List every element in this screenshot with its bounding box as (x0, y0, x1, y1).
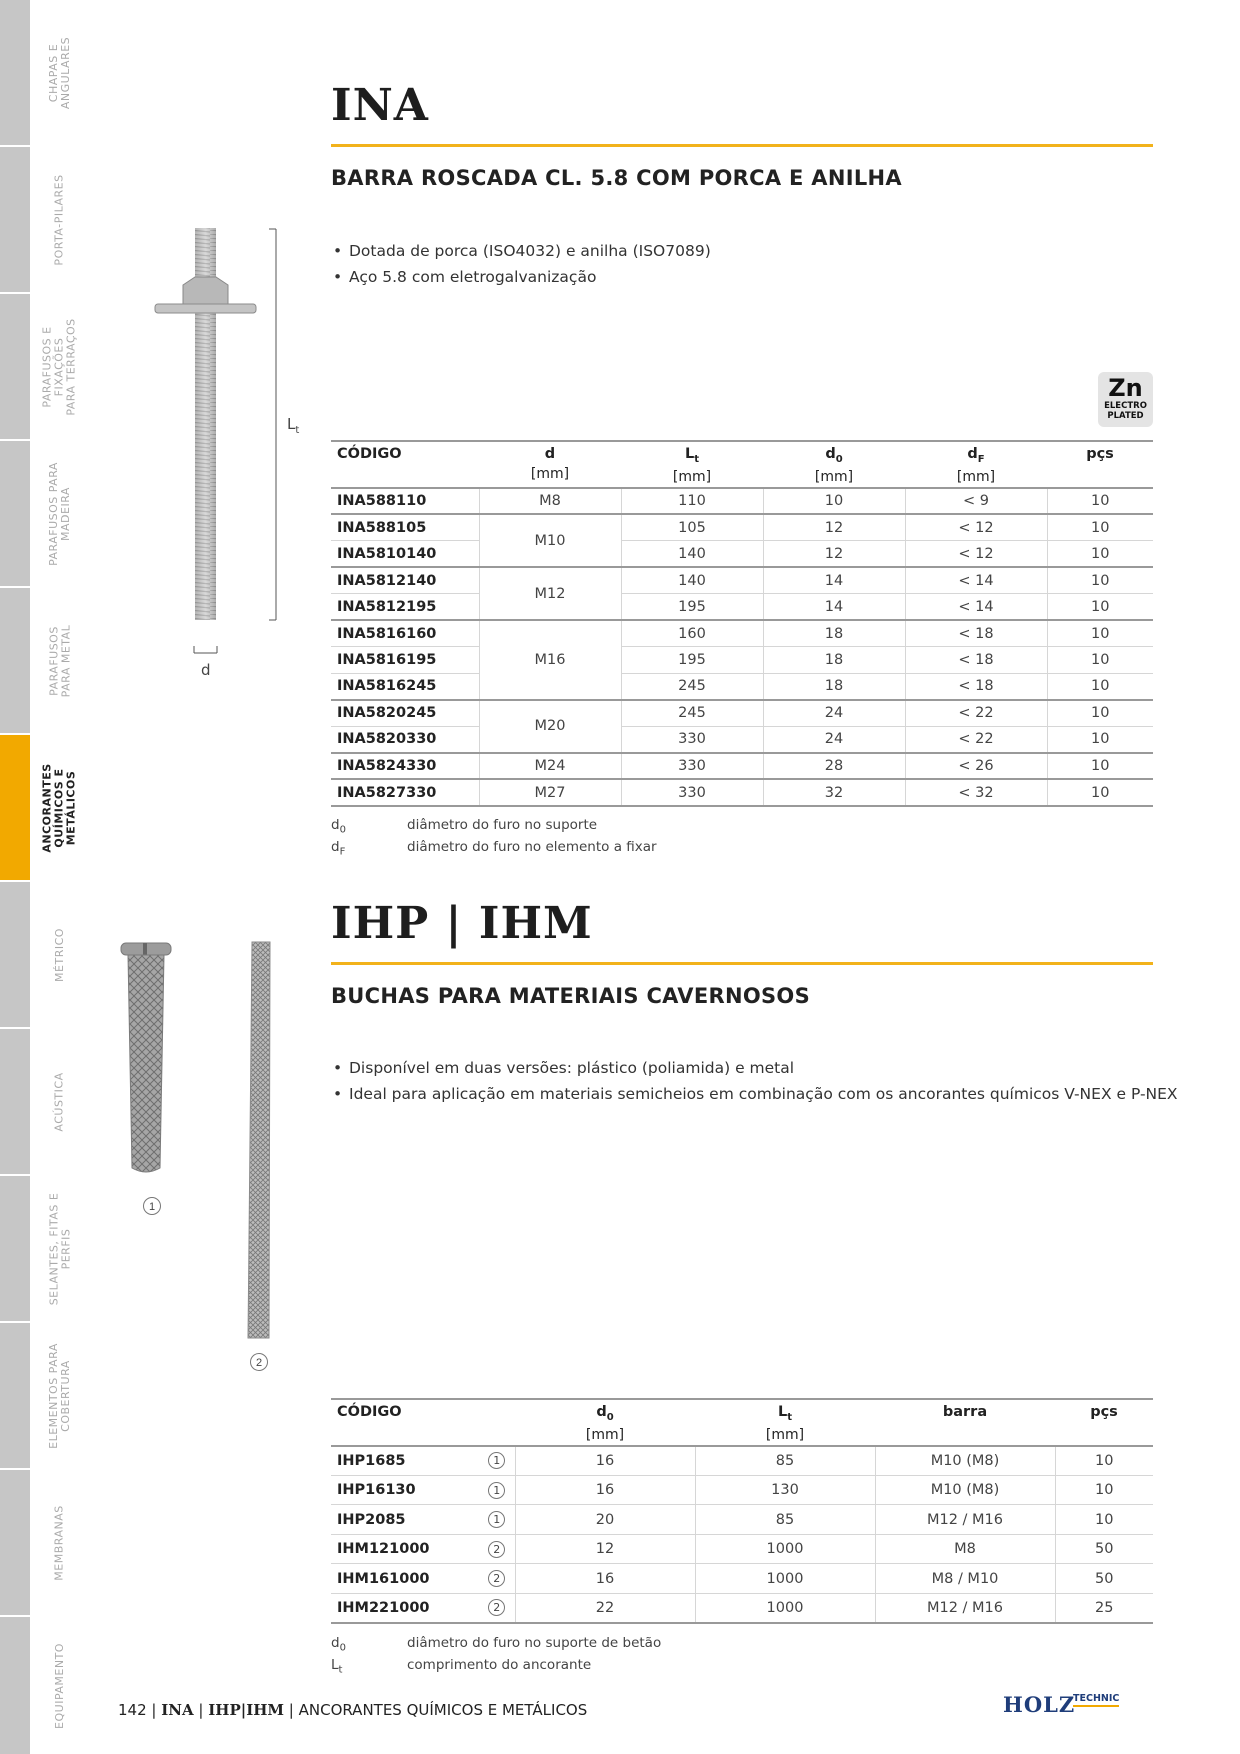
cell-code: IHP16130 (331, 1475, 479, 1505)
cell-code: INA5816195 (331, 647, 479, 674)
table-row (331, 1446, 1153, 1476)
cell-pcs: 10 (1047, 567, 1153, 594)
cell-d: M12 (479, 567, 621, 620)
cell-d: M8 (479, 488, 621, 515)
cell-code: IHM161000 (331, 1564, 479, 1594)
cell-d0: 16 (515, 1564, 695, 1594)
cell-lt: 140 (621, 541, 763, 568)
cell-lt: 160 (621, 620, 763, 647)
cell-lt: 245 (621, 673, 763, 700)
cell-lt: 330 (621, 726, 763, 753)
cell-barra: M10 (M8) (875, 1475, 1055, 1505)
cell-d0: 10 (763, 488, 905, 515)
sidebar-label-metrico[interactable]: MÉTRICO (53, 927, 67, 982)
col-header-codigo: CÓDIGO (331, 441, 479, 488)
cell-df: < 26 (905, 753, 1047, 780)
ihp-title: IHP | IHM (331, 898, 593, 949)
sidebar-label-parafusos-madeira[interactable]: PARAFUSOS PARA MADEIRA (47, 461, 73, 566)
ihp-bullet-list (331, 1055, 1178, 1107)
table-row (331, 1593, 1153, 1623)
ina-bullet: • Aço 5.8 com eletrogalvanização (331, 264, 711, 290)
cell-pcs: 25 (1055, 1593, 1153, 1623)
ihp-table (331, 1398, 1153, 1624)
plastic-sleeve-figure (118, 940, 178, 1180)
badge-line-2: PLATED (1107, 411, 1144, 421)
cell-barra: M8 / M10 (875, 1564, 1055, 1594)
cell-d0: 12 (515, 1534, 695, 1564)
table-row (331, 541, 1153, 568)
length-dimension-label: $L_t$ (287, 415, 300, 436)
cell-d0: 32 (763, 779, 905, 806)
table-row (331, 647, 1153, 674)
col-header-d0: $d_0$ [mm] (515, 1399, 695, 1446)
cell-d0: 18 (763, 647, 905, 674)
sidebar-label-equipamento[interactable]: EQUIPAMENTO (53, 1642, 66, 1729)
col-header-lt: $L_t$ [mm] (621, 441, 763, 488)
ina-table (331, 440, 1153, 807)
cell-d0: 20 (515, 1505, 695, 1535)
cell-pcs: 10 (1047, 673, 1153, 700)
table-row (331, 514, 1153, 541)
nut-shape (183, 277, 228, 304)
washer-shape (155, 304, 256, 313)
table-row (331, 726, 1153, 753)
cell-lt: 245 (621, 700, 763, 727)
cell-lt: 330 (621, 753, 763, 780)
ina-title: INA (331, 80, 429, 131)
table-row (331, 488, 1153, 515)
cell-lt: 1000 (695, 1564, 875, 1594)
cell-code: INA588105 (331, 514, 479, 541)
sidebar-tab-acustica[interactable] (0, 1029, 30, 1174)
cell-d0: 16 (515, 1446, 695, 1476)
cell-df: < 18 (905, 620, 1047, 647)
cell-type: 1 (479, 1446, 515, 1476)
cell-df: < 9 (905, 488, 1047, 515)
threaded-rod-figure (150, 222, 310, 684)
metal-mesh-sleeve-figure (243, 940, 273, 1340)
cell-d0: 22 (515, 1593, 695, 1623)
col-header-d0: $d_0$ [mm] (763, 441, 905, 488)
cell-d0: 18 (763, 620, 905, 647)
cell-lt: 1000 (695, 1534, 875, 1564)
ihp-bullet: • Disponível em duas versões: plástico (poliamida) e metal (331, 1055, 1178, 1081)
cell-df: < 22 (905, 726, 1047, 753)
table-row (331, 594, 1153, 621)
cell-lt: 195 (621, 647, 763, 674)
sidebar-tab-selantes[interactable] (0, 1176, 30, 1321)
cell-barra: M12 / M16 (875, 1505, 1055, 1535)
ihp-table-header (331, 1399, 1153, 1446)
sidebar-tab-parafusos-terracos[interactable] (0, 294, 30, 439)
cell-d0: 24 (763, 700, 905, 727)
cell-d0: 14 (763, 567, 905, 594)
cell-d0: 12 (763, 514, 905, 541)
page-number: 142 (118, 1701, 147, 1719)
cell-pcs: 50 (1055, 1534, 1153, 1564)
cell-df: < 12 (905, 541, 1047, 568)
sidebar-label-parafusos-terracos[interactable]: PARAFUSOS E FIXAÇÕES PARA TERRAÇOS (41, 317, 78, 416)
section-sidebar (0, 0, 92, 1754)
cell-d: M24 (479, 753, 621, 780)
cell-pcs: 10 (1047, 594, 1153, 621)
col-header-codigo: CÓDIGO (331, 1399, 515, 1446)
svg-text:2: 2 (255, 1357, 263, 1369)
sidebar-tab-cobertura[interactable] (0, 1323, 30, 1468)
cell-lt: 140 (621, 567, 763, 594)
cell-d: M20 (479, 700, 621, 753)
cell-type: 2 (479, 1534, 515, 1564)
cell-pcs: 10 (1047, 779, 1153, 806)
figure-1-marker (142, 1196, 162, 1216)
sidebar-tab-parafusos-metal[interactable] (0, 588, 30, 733)
col-header-pcs: pçs (1047, 441, 1153, 488)
col-header-lt: $L_t$ [mm] (695, 1399, 875, 1446)
cell-df: < 22 (905, 700, 1047, 727)
svg-text:1: 1 (148, 1201, 156, 1213)
cell-lt: 330 (621, 779, 763, 806)
cell-df: < 18 (905, 647, 1047, 674)
cell-type: 1 (479, 1505, 515, 1535)
cell-d0: 16 (515, 1475, 695, 1505)
cell-code: INA588110 (331, 488, 479, 515)
footer-product-ina: INA (161, 1701, 194, 1719)
table-row (331, 1475, 1153, 1505)
sidebar-tab-ancorantes[interactable] (0, 735, 30, 880)
sidebar-label-ancorantes[interactable]: ANCORANTES QUÍMICOS E METÁLICOS (41, 762, 78, 853)
cell-code: INA5820330 (331, 726, 479, 753)
ihp-title-rule (331, 962, 1153, 965)
col-header-df: $d_F$ [mm] (905, 441, 1047, 488)
footer-product-ihp: IHP|IHM (208, 1701, 284, 1719)
cell-lt: 85 (695, 1446, 875, 1476)
ihp-subtitle: BUCHAS PARA MATERIAIS CAVERNOSOS (331, 984, 810, 1008)
cell-df: < 32 (905, 779, 1047, 806)
zn-electroplated-badge (1098, 372, 1153, 427)
cell-code: IHM221000 (331, 1593, 479, 1623)
page-footer: 142 | INA | IHP|IHM | ANCORANTES QUÍMICOS E METÁLICOS (118, 1701, 588, 1719)
table-row (331, 673, 1153, 700)
cell-lt: 195 (621, 594, 763, 621)
cell-code: INA5820245 (331, 700, 479, 727)
cell-d: M10 (479, 514, 621, 567)
cell-d: M16 (479, 620, 621, 700)
ina-table-header (331, 441, 1153, 488)
cell-df: < 18 (905, 673, 1047, 700)
cell-pcs: 10 (1047, 647, 1153, 674)
table-row (331, 1505, 1153, 1535)
table-row (331, 1534, 1153, 1564)
cell-pcs: 10 (1047, 700, 1153, 727)
cell-type: 1 (479, 1475, 515, 1505)
cell-d0: 28 (763, 753, 905, 780)
sidebar-label-parafusos-metal[interactable]: PARAFUSOS PARA METAL (47, 624, 73, 697)
cell-code: INA5812195 (331, 594, 479, 621)
cell-code: INA5812140 (331, 567, 479, 594)
cell-lt: 130 (695, 1475, 875, 1505)
cell-d0: 14 (763, 594, 905, 621)
sidebar-label-porta-pilares[interactable]: PORTA-PILARES (53, 173, 66, 266)
sidebar-label-acustica[interactable]: ACÚSTICA (53, 1071, 66, 1132)
table-row (331, 753, 1153, 780)
sidebar-tab-metrico[interactable] (0, 882, 30, 1027)
ina-notes (331, 817, 657, 860)
table-row (331, 620, 1153, 647)
cell-pcs: 10 (1047, 753, 1153, 780)
cell-lt: 1000 (695, 1593, 875, 1623)
sidebar-label-cobertura[interactable]: ELEMENTOS PARA COBERTURA (47, 1342, 73, 1449)
cell-pcs: 10 (1047, 620, 1153, 647)
holz-technic-logo: HOLZ TECHNIC (1003, 1692, 1120, 1717)
table-row (331, 779, 1153, 806)
cell-code: INA5816245 (331, 673, 479, 700)
cell-barra: M8 (875, 1534, 1055, 1564)
col-header-barra: barra (875, 1399, 1055, 1446)
cell-type: 2 (479, 1564, 515, 1594)
cell-pcs: 50 (1055, 1564, 1153, 1594)
ina-subtitle: BARRA ROSCADA CL. 5.8 COM PORCA E ANILHA (331, 166, 902, 190)
cell-pcs: 10 (1047, 488, 1153, 515)
note-d0: $d_0$ diâmetro do furo no suporte (331, 817, 598, 836)
table-row (331, 700, 1153, 727)
cell-code: IHP2085 (331, 1505, 479, 1535)
cell-df: < 12 (905, 514, 1047, 541)
cell-pcs: 10 (1055, 1505, 1153, 1535)
cell-pcs: 10 (1047, 726, 1153, 753)
cell-pcs: 10 (1047, 541, 1153, 568)
ihp-bullet: • Ideal para aplicação em materiais semicheios em combinação com os ancorantes químicos V-NEX e P-NEX (331, 1081, 1178, 1107)
badge-line-1: ELECTRO (1104, 401, 1147, 411)
ina-bullet-list (331, 238, 711, 290)
diameter-dimension-label: d (201, 661, 211, 679)
cell-d: M27 (479, 779, 621, 806)
sidebar-label-membranas[interactable]: MEMBRANAS (53, 1504, 66, 1581)
col-header-pcs: pçs (1055, 1399, 1153, 1446)
table-row (331, 567, 1153, 594)
figure-2-marker (249, 1352, 269, 1372)
sidebar-tab-equipamento[interactable] (0, 1617, 30, 1754)
ina-bullet: • Dotada de porca (ISO4032) e anilha (ISO7089) (331, 238, 711, 264)
sidebar-tab-porta-pilares[interactable] (0, 147, 30, 292)
cell-pcs: 10 (1055, 1446, 1153, 1476)
cell-df: < 14 (905, 594, 1047, 621)
cell-d0: 18 (763, 673, 905, 700)
cell-df: < 14 (905, 567, 1047, 594)
note-lt: $L_t$ comprimento do ancorante (331, 1656, 592, 1676)
note-d0: $d_0$ diâmetro do furo no suporte de betão (331, 1635, 662, 1654)
ihp-notes (331, 1635, 661, 1678)
sidebar-label-chapas[interactable]: CHAPAS E ANGULARES (47, 36, 72, 109)
cell-code: INA5824330 (331, 753, 479, 780)
footer-section: ANCORANTES QUÍMICOS E METÁLICOS (298, 1701, 588, 1719)
cell-d0: 24 (763, 726, 905, 753)
cell-barra: M12 / M16 (875, 1593, 1055, 1623)
sidebar-label-selantes[interactable]: SELANTES, FITAS E PERFIS (47, 1192, 73, 1305)
sidebar-tab-membranas[interactable] (0, 1470, 30, 1615)
cell-code: INA5827330 (331, 779, 479, 806)
sidebar-tab-chapas[interactable] (0, 0, 30, 145)
cell-lt: 105 (621, 514, 763, 541)
cell-code: INA5816160 (331, 620, 479, 647)
cell-pcs: 10 (1055, 1475, 1153, 1505)
zn-symbol: Zn (1108, 374, 1143, 402)
ina-title-rule (331, 144, 1153, 147)
sidebar-tab-parafusos-madeira[interactable] (0, 441, 30, 586)
cell-d0: 12 (763, 541, 905, 568)
cell-code: INA5810140 (331, 541, 479, 568)
cell-pcs: 10 (1047, 514, 1153, 541)
cell-type: 2 (479, 1593, 515, 1623)
table-row (331, 1564, 1153, 1594)
cell-barra: M10 (M8) (875, 1446, 1055, 1476)
cell-lt: 85 (695, 1505, 875, 1535)
cell-code: IHP1685 (331, 1446, 479, 1476)
note-df: $d_F$ diâmetro do furo no elemento a fixar (331, 838, 657, 858)
cell-code: IHM121000 (331, 1534, 479, 1564)
col-header-d: d [mm] (479, 441, 621, 488)
cell-lt: 110 (621, 488, 763, 515)
